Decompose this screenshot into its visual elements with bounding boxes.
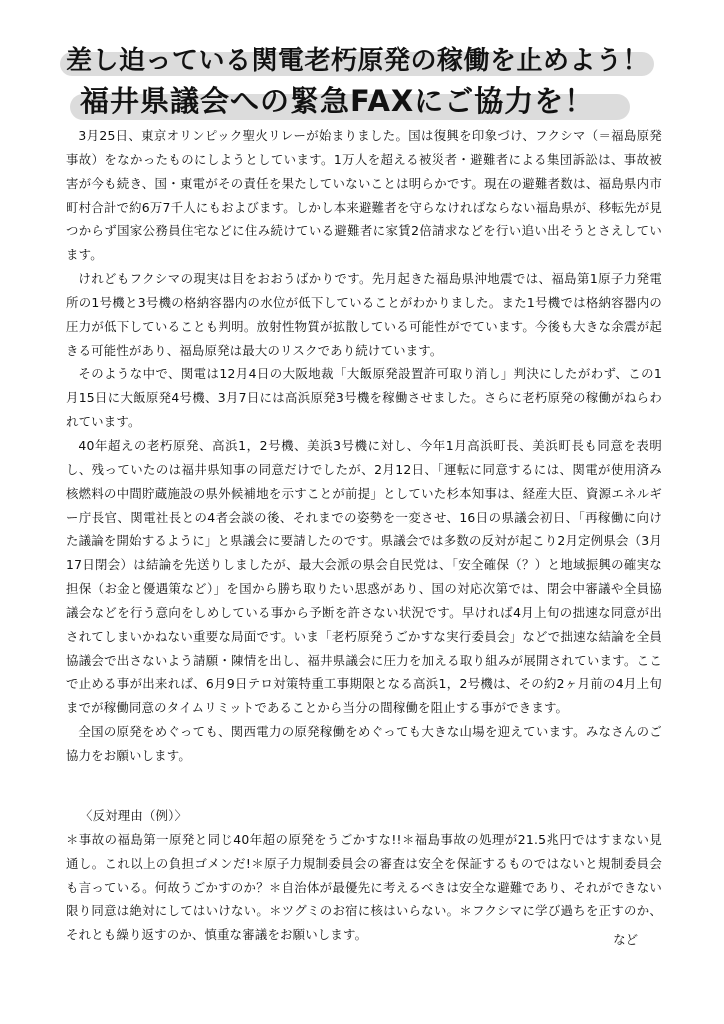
paragraph-4: 40年超えの老朽原発、高浜1，2号機、美浜3号機に対し、今年1月高浜町長、美浜町長も同意を表明し、残っていたのは福井県知事の同意だけでしたが、2月12日、「運転に同意するには、関電が使用済み核燃料の中間貯蔵施設の県外候補地を示すことが前提」としていた杉本知事は、経産大臣、資源エネルギー庁長官、関電社長との4者会談の後、それまでの姿勢を一変させ、16日の県議会初日、「再稼働に向けた議論を開始するように」と県議会に要請したのです。県議会では多数の反対が起こり2月定例県会（3月17日閉会）は結論を先送りしましたが、最大会派の県会自民党は、「安全確保（？）と地域振興の確実な担保（お金と優遇策など）」を国から勝ち取りたい思惑があり、国の対応次第では、閉会中審議や全員協議会などを行う意向をしめしている事から予断を許さない状況です。早ければ4月上旬の拙速な同意が出されてしまいかねない重要な局面です。いま「老朽原発うごかすな実行委員会」などで拙速な結論を全員協議会で出さないよう請願・陳情を出し、福井県議会に圧力を加える取り組みが展開されています。ここで止める事が出来れば、6月9日テロ対策特重工事期限となる高浜1，2号機は、その約2ヶ月前の4月上旬までが稼働同意のタイムリミットであることから当分の間稼働を阻止する事ができます。 xyxy=(66,437,662,716)
body-text xyxy=(66,124,662,768)
paragraph-2: けれどもフクシマの現実は目をおおうばかりです。先月起きた福島県沖地震では、福島第1原子力発電所の1号機と3号機の格納容器内の水位が低下していることがわかりました。また1号機では格納容器内の圧力が低下していることも判明。放射性物質が拡散している可能性がでています。今後も大きな余震が起きる可能性があり、福島原発は最大のリスクであり続けています。 xyxy=(66,271,662,358)
paragraph-5: 全国の原発をめぐっても、関西電力の原発稼働をめぐっても大きな山場を迎えています。みなさんのご協力をお願いします。 xyxy=(66,724,662,763)
paragraph-3: そのような中で、関電は12月4日の大阪地裁「大飯原発設置許可取り消し」判決にしたがわず、この1月15日に大飯原発4号機、3月7日には高浜原発3号機を稼働させました。さらに老朽原発の稼働がねらわれています。 xyxy=(66,366,662,430)
reasons-text: ＊事故の福島第一原発と同じ40年超の原発をうごかすな!!＊福島事故の処理が21.5兆円ではすまない見通し。これ以上の負担ゴメンだ!＊原子力規制委員会の審査は安全を保証するものではないと規制委員会も言っている。何故うごかすのか？＊自治体が最優先に考えるべきは安全な避難であり、それができない限り同意は絶対にしてはいけない。＊ツグミのお宿に核はいらない。＊フクシマに学び過ちを正すのか、それとも繰り返すのか、慎重な審議をお願いします。 xyxy=(66,831,662,943)
page-subtitle: 福井県議会への緊急FAXにご協力を！ xyxy=(80,84,595,118)
reasons-heading: 〈反対理由（例）〉 xyxy=(80,808,188,823)
reasons-section xyxy=(66,804,662,947)
paragraph-1: 3月25日、東京オリンピック聖火リレーが始まりました。国は復興を印象づけ、フクシマ（＝福島原発事故）をなかったものにしようとしています。1万人を超える被災者・避難者による集団訴訟は、事故被害が今も続き、国・東電がその責任を果たしていないことは明らかです。現在の避難者数は、福島県内市町村合計で約6万7千人にもおよびます。しかし本来避難者を守らなければならない福島県が、移転先が見つからず国家公務員住宅などに住み続けている避難者に家賃2倍請求などを行い追い出そうとさえしています。 xyxy=(66,128,662,263)
reasons-etc: など xyxy=(613,932,638,947)
page-title: 差し迫っている関電老朽原発の稼働を止めよう！ xyxy=(66,46,650,76)
